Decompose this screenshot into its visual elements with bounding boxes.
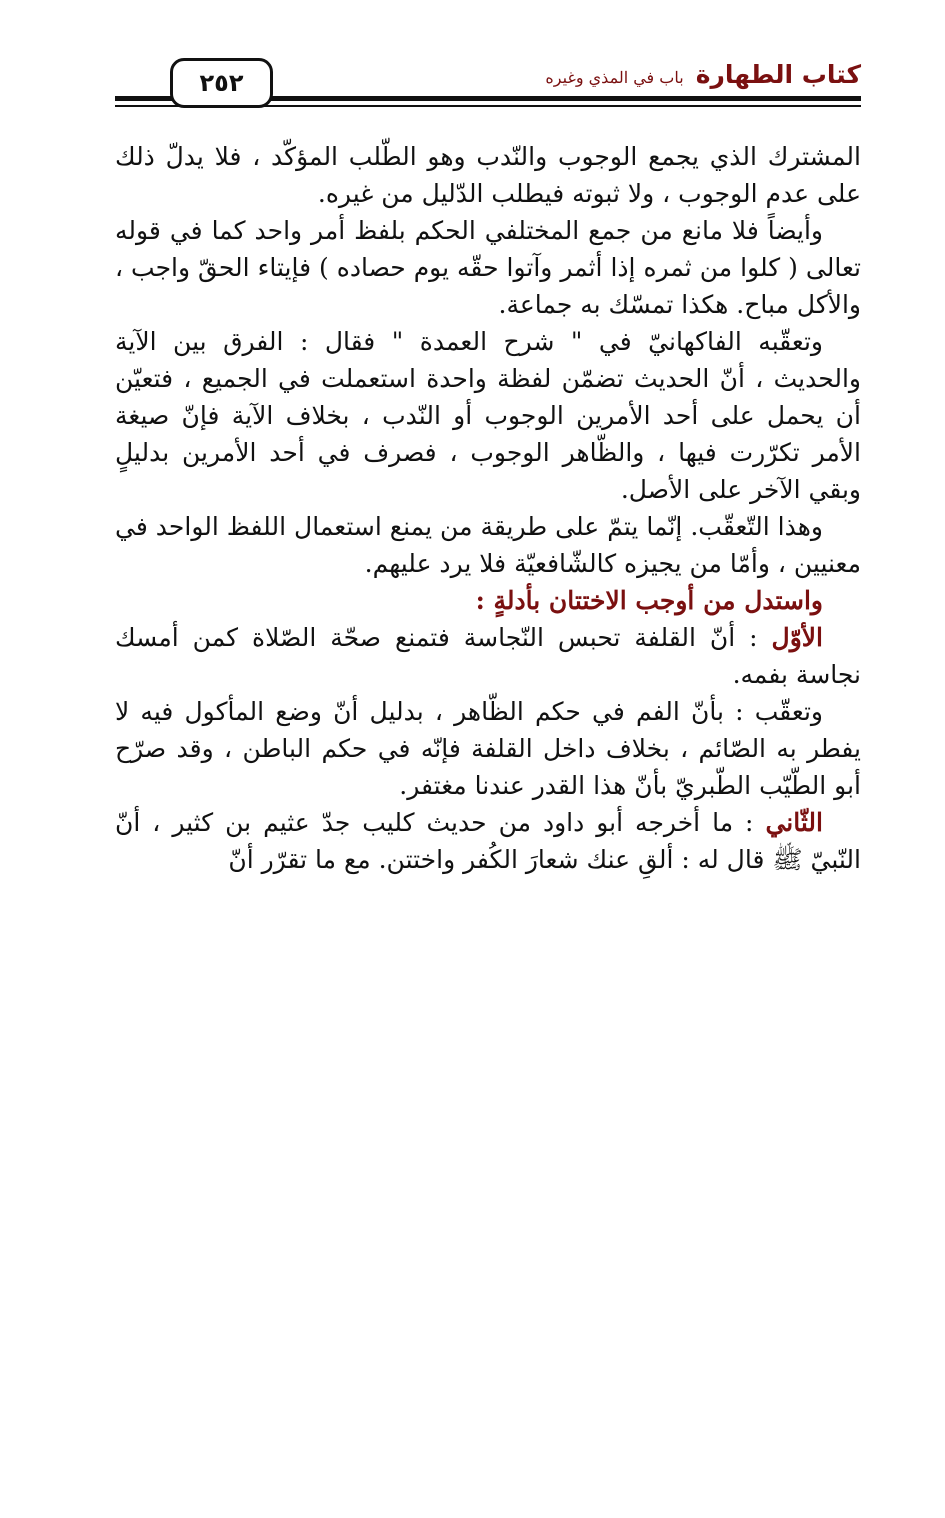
paragraph-second-evidence [115, 804, 861, 878]
second-evidence-label: الثّاني [765, 808, 823, 837]
paragraph-3: وتعقّبه الفاكهانيّ في " شرح العمدة " فقال : الفرق بين الآية والحديث ، أنّ الحديث تضمّن لفظة واحدة استعملت في الجميع ، فتعيّن أن يحمل على أحد الأمرين الوجوب أو النّدب ، بخلاف الآية فإنّ صيغة الأمر تكرّرت فيها ، والظّاهر الوجوب ، فصرف في أحد الأمرين بدليلٍ وبقي الآخر على الأصل. [115, 327, 861, 504]
running-title [545, 60, 861, 89]
paragraph-rebuttal: وتعقّب : بأنّ الفم في حكم الظّاهر ، بدليل أنّ وضع المأكول فيه لا يفطر به الصّائم ، بخلاف داخل القلفة فإنّه في حكم الباطن ، وقد صرّح أبو الطّيّب الطّبريّ بأنّ هذا القدر عندنا مغتفر. [115, 697, 861, 800]
paragraph-first-evidence [115, 619, 861, 693]
page-number-box [170, 58, 273, 108]
chapter-title: باب في المذي وغيره [545, 68, 684, 87]
first-evidence-text: : أنّ القلفة تحبس النّجاسة فتمنع صحّة الصّلاة كمن أمسك نجاسة بفمه. [115, 623, 861, 689]
paragraph-2: وأيضاً فلا مانع من جمع المختلفي الحكم بلفظ أمر واحد كما في قوله تعالى ( كلوا من ثمره إذا أثمر وآتوا حقّه يوم حصاده ) فإيتاء الحقّ واجب ، والأكل مباح. هكذا تمسّك به جماعة. [115, 216, 861, 319]
section-heading: واستدل من أوجب الاختتان بأدلةٍ : [475, 586, 823, 615]
second-evidence-text: : ما أخرجه أبو داود من حديث كليب جدّ عثيم بن كثير ، أنّ النّبيّ ﷺ قال له : ألقِ عنك شعارَ الكُفر واختتن. مع ما تقرّر أنّ [115, 808, 861, 874]
page-number: ٢٥٢ [199, 69, 244, 97]
paragraph-4: وهذا التّعقّب. إنّما يتمّ على طريقة من يمنع استعمال اللفظ الواحد في معنيين ، وأمّا من يجيزه كالشّافعيّة فلا يرد عليهم. [115, 512, 861, 578]
page-body [115, 138, 861, 878]
paragraph-1: المشترك الذي يجمع الوجوب والنّدب وهو الطّلب المؤكّد ، فلا يدلّ ذلك على عدم الوجوب ، ولا ثبوته فيطلب الدّليل من غيره. [115, 142, 861, 208]
book-title: كتاب الطهارة [695, 60, 861, 89]
first-evidence-label: الأوّل [771, 623, 823, 652]
page-header [115, 52, 861, 112]
